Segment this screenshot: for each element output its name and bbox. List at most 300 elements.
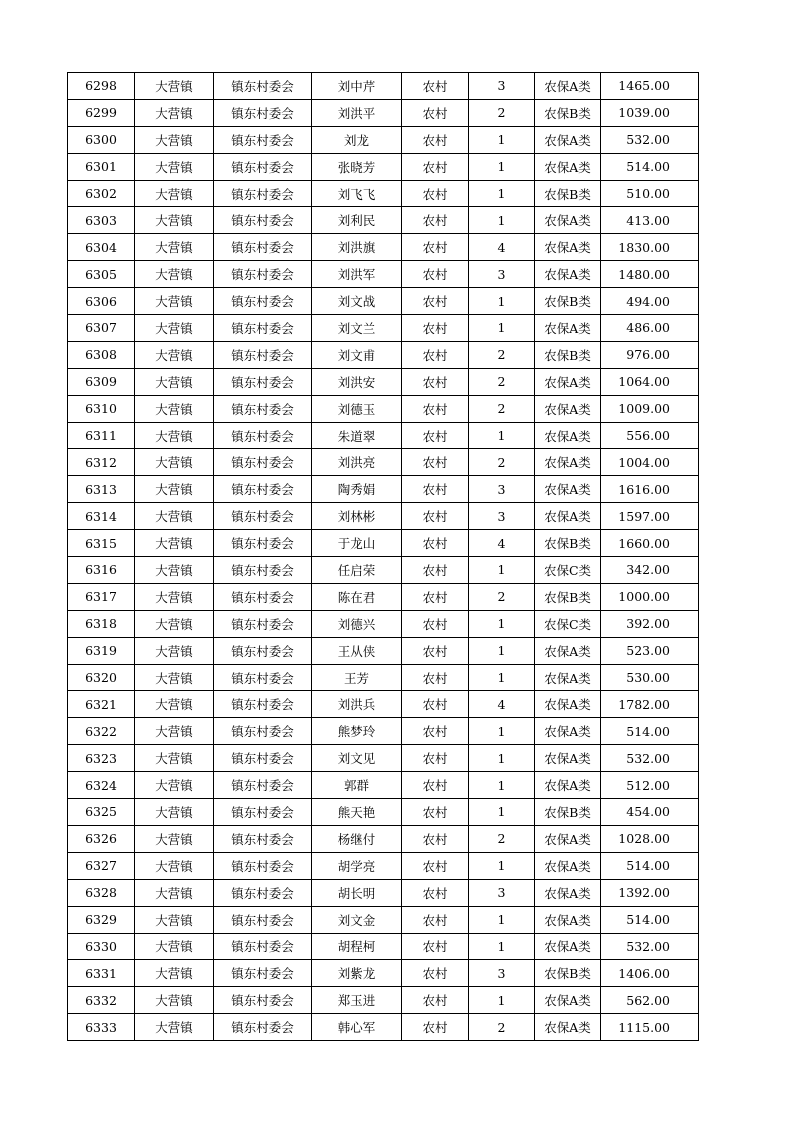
village-committee-cell: 镇东村委会 (214, 933, 312, 960)
table-row (68, 825, 699, 852)
table-row (68, 583, 699, 610)
village-committee-cell: 镇东村委会 (214, 772, 312, 799)
town-cell: 大营镇 (135, 234, 214, 261)
amount-cell: 514.00 (601, 718, 699, 745)
village-committee-cell: 镇东村委会 (214, 583, 312, 610)
household-size-cell: 2 (469, 449, 535, 476)
person-name-cell: 刘洪兵 (312, 691, 402, 718)
village-committee-cell: 镇东村委会 (214, 745, 312, 772)
table-row (68, 879, 699, 906)
person-name-cell: 刘文见 (312, 745, 402, 772)
record-number-cell: 6309 (68, 368, 135, 395)
household-type-cell: 农村 (402, 368, 469, 395)
amount-cell: 1028.00 (601, 825, 699, 852)
household-type-cell: 农村 (402, 395, 469, 422)
record-number-cell: 6311 (68, 422, 135, 449)
household-type-cell: 农村 (402, 691, 469, 718)
table-row (68, 315, 699, 342)
village-committee-cell: 镇东村委会 (214, 341, 312, 368)
household-type-cell: 农村 (402, 422, 469, 449)
record-number-cell: 6310 (68, 395, 135, 422)
insurance-category-cell: 农保A类 (535, 422, 601, 449)
allowance-table (67, 72, 699, 1041)
record-number-cell: 6333 (68, 1014, 135, 1041)
record-number-cell: 6326 (68, 825, 135, 852)
town-cell: 大营镇 (135, 879, 214, 906)
insurance-category-cell: 农保A类 (535, 153, 601, 180)
record-number-cell: 6318 (68, 610, 135, 637)
village-committee-cell: 镇东村委会 (214, 691, 312, 718)
household-size-cell: 2 (469, 583, 535, 610)
record-number-cell: 6329 (68, 906, 135, 933)
insurance-category-cell: 农保B类 (535, 180, 601, 207)
household-type-cell: 农村 (402, 288, 469, 315)
insurance-category-cell: 农保A类 (535, 987, 601, 1014)
insurance-category-cell: 农保A类 (535, 395, 601, 422)
village-committee-cell: 镇东村委会 (214, 395, 312, 422)
household-size-cell: 1 (469, 852, 535, 879)
household-type-cell: 农村 (402, 73, 469, 100)
household-type-cell: 农村 (402, 745, 469, 772)
amount-cell: 1004.00 (601, 449, 699, 476)
town-cell: 大营镇 (135, 691, 214, 718)
record-number-cell: 6304 (68, 234, 135, 261)
town-cell: 大营镇 (135, 906, 214, 933)
table-row (68, 422, 699, 449)
village-committee-cell: 镇东村委会 (214, 126, 312, 153)
town-cell: 大营镇 (135, 610, 214, 637)
town-cell: 大营镇 (135, 960, 214, 987)
household-type-cell: 农村 (402, 772, 469, 799)
household-type-cell: 农村 (402, 852, 469, 879)
household-type-cell: 农村 (402, 1014, 469, 1041)
household-size-cell: 1 (469, 288, 535, 315)
town-cell: 大营镇 (135, 745, 214, 772)
insurance-category-cell: 农保A类 (535, 126, 601, 153)
person-name-cell: 胡程柯 (312, 933, 402, 960)
amount-cell: 486.00 (601, 315, 699, 342)
village-committee-cell: 镇东村委会 (214, 530, 312, 557)
person-name-cell: 刘洪军 (312, 261, 402, 288)
person-name-cell: 刘文金 (312, 906, 402, 933)
village-committee-cell: 镇东村委会 (214, 718, 312, 745)
town-cell: 大营镇 (135, 180, 214, 207)
town-cell: 大营镇 (135, 557, 214, 584)
record-number-cell: 6331 (68, 960, 135, 987)
table-row (68, 73, 699, 100)
town-cell: 大营镇 (135, 73, 214, 100)
person-name-cell: 陈在君 (312, 583, 402, 610)
household-type-cell: 农村 (402, 879, 469, 906)
table-row (68, 153, 699, 180)
household-size-cell: 1 (469, 772, 535, 799)
record-number-cell: 6303 (68, 207, 135, 234)
table-row (68, 987, 699, 1014)
town-cell: 大营镇 (135, 933, 214, 960)
town-cell: 大营镇 (135, 852, 214, 879)
amount-cell: 1039.00 (601, 99, 699, 126)
village-committee-cell: 镇东村委会 (214, 261, 312, 288)
amount-cell: 1406.00 (601, 960, 699, 987)
table-row (68, 960, 699, 987)
person-name-cell: 刘林彬 (312, 503, 402, 530)
insurance-category-cell: 农保C类 (535, 610, 601, 637)
village-committee-cell: 镇东村委会 (214, 422, 312, 449)
insurance-category-cell: 农保B类 (535, 341, 601, 368)
person-name-cell: 王芳 (312, 664, 402, 691)
village-committee-cell: 镇东村委会 (214, 852, 312, 879)
insurance-category-cell: 农保A类 (535, 476, 601, 503)
town-cell: 大营镇 (135, 207, 214, 234)
person-name-cell: 任启荣 (312, 557, 402, 584)
town-cell: 大营镇 (135, 449, 214, 476)
amount-cell: 1597.00 (601, 503, 699, 530)
person-name-cell: 刘利民 (312, 207, 402, 234)
amount-cell: 392.00 (601, 610, 699, 637)
village-committee-cell: 镇东村委会 (214, 610, 312, 637)
household-type-cell: 农村 (402, 180, 469, 207)
household-type-cell: 农村 (402, 799, 469, 826)
person-name-cell: 王从侠 (312, 637, 402, 664)
person-name-cell: 杨继付 (312, 825, 402, 852)
village-committee-cell: 镇东村委会 (214, 234, 312, 261)
insurance-category-cell: 农保A类 (535, 906, 601, 933)
household-size-cell: 1 (469, 933, 535, 960)
person-name-cell: 胡长明 (312, 879, 402, 906)
amount-cell: 1009.00 (601, 395, 699, 422)
record-number-cell: 6313 (68, 476, 135, 503)
household-size-cell: 1 (469, 987, 535, 1014)
village-committee-cell: 镇东村委会 (214, 207, 312, 234)
household-size-cell: 1 (469, 745, 535, 772)
person-name-cell: 刘紫龙 (312, 960, 402, 987)
person-name-cell: 刘中芹 (312, 73, 402, 100)
insurance-category-cell: 农保A类 (535, 664, 601, 691)
household-type-cell: 农村 (402, 315, 469, 342)
household-type-cell: 农村 (402, 530, 469, 557)
insurance-category-cell: 农保A类 (535, 852, 601, 879)
insurance-category-cell: 农保A类 (535, 73, 601, 100)
insurance-category-cell: 农保A类 (535, 503, 601, 530)
village-committee-cell: 镇东村委会 (214, 960, 312, 987)
table-row (68, 852, 699, 879)
amount-cell: 976.00 (601, 341, 699, 368)
village-committee-cell: 镇东村委会 (214, 799, 312, 826)
amount-cell: 1616.00 (601, 476, 699, 503)
household-size-cell: 1 (469, 906, 535, 933)
household-type-cell: 农村 (402, 341, 469, 368)
town-cell: 大营镇 (135, 368, 214, 395)
person-name-cell: 郑玉进 (312, 987, 402, 1014)
town-cell: 大营镇 (135, 422, 214, 449)
amount-cell: 523.00 (601, 637, 699, 664)
household-size-cell: 3 (469, 879, 535, 906)
amount-cell: 556.00 (601, 422, 699, 449)
town-cell: 大营镇 (135, 315, 214, 342)
household-type-cell: 农村 (402, 557, 469, 584)
record-number-cell: 6317 (68, 583, 135, 610)
table-row (68, 126, 699, 153)
table-row (68, 261, 699, 288)
table-row (68, 476, 699, 503)
town-cell: 大营镇 (135, 718, 214, 745)
table-row (68, 933, 699, 960)
household-size-cell: 2 (469, 368, 535, 395)
insurance-category-cell: 农保A类 (535, 261, 601, 288)
record-number-cell: 6314 (68, 503, 135, 530)
insurance-category-cell: 农保B类 (535, 530, 601, 557)
household-size-cell: 3 (469, 73, 535, 100)
household-type-cell: 农村 (402, 906, 469, 933)
village-committee-cell: 镇东村委会 (214, 1014, 312, 1041)
household-type-cell: 农村 (402, 610, 469, 637)
record-number-cell: 6312 (68, 449, 135, 476)
household-type-cell: 农村 (402, 637, 469, 664)
village-committee-cell: 镇东村委会 (214, 503, 312, 530)
record-number-cell: 6301 (68, 153, 135, 180)
town-cell: 大营镇 (135, 530, 214, 557)
town-cell: 大营镇 (135, 153, 214, 180)
household-size-cell: 4 (469, 691, 535, 718)
amount-cell: 494.00 (601, 288, 699, 315)
insurance-category-cell: 农保A类 (535, 691, 601, 718)
village-committee-cell: 镇东村委会 (214, 557, 312, 584)
person-name-cell: 于龙山 (312, 530, 402, 557)
village-committee-cell: 镇东村委会 (214, 99, 312, 126)
person-name-cell: 刘德兴 (312, 610, 402, 637)
insurance-category-cell: 农保A类 (535, 449, 601, 476)
village-committee-cell: 镇东村委会 (214, 180, 312, 207)
record-number-cell: 6306 (68, 288, 135, 315)
town-cell: 大营镇 (135, 288, 214, 315)
amount-cell: 413.00 (601, 207, 699, 234)
household-size-cell: 1 (469, 664, 535, 691)
household-size-cell: 1 (469, 718, 535, 745)
table-row (68, 772, 699, 799)
town-cell: 大营镇 (135, 825, 214, 852)
town-cell: 大营镇 (135, 395, 214, 422)
household-size-cell: 4 (469, 530, 535, 557)
village-committee-cell: 镇东村委会 (214, 825, 312, 852)
table-row (68, 745, 699, 772)
table-row (68, 449, 699, 476)
household-type-cell: 农村 (402, 261, 469, 288)
village-committee-cell: 镇东村委会 (214, 987, 312, 1014)
record-number-cell: 6324 (68, 772, 135, 799)
record-number-cell: 6316 (68, 557, 135, 584)
amount-cell: 1392.00 (601, 879, 699, 906)
amount-cell: 562.00 (601, 987, 699, 1014)
table-row (68, 99, 699, 126)
table-row (68, 341, 699, 368)
amount-cell: 1830.00 (601, 234, 699, 261)
table-row (68, 664, 699, 691)
person-name-cell: 郭群 (312, 772, 402, 799)
person-name-cell: 刘文战 (312, 288, 402, 315)
town-cell: 大营镇 (135, 341, 214, 368)
table-row (68, 288, 699, 315)
household-type-cell: 农村 (402, 583, 469, 610)
table-row (68, 557, 699, 584)
amount-cell: 532.00 (601, 933, 699, 960)
amount-cell: 1115.00 (601, 1014, 699, 1041)
village-committee-cell: 镇东村委会 (214, 153, 312, 180)
town-cell: 大营镇 (135, 99, 214, 126)
household-type-cell: 农村 (402, 664, 469, 691)
village-committee-cell: 镇东村委会 (214, 315, 312, 342)
amount-cell: 514.00 (601, 153, 699, 180)
person-name-cell: 朱道翠 (312, 422, 402, 449)
village-committee-cell: 镇东村委会 (214, 368, 312, 395)
amount-cell: 514.00 (601, 906, 699, 933)
insurance-category-cell: 农保B类 (535, 99, 601, 126)
record-number-cell: 6330 (68, 933, 135, 960)
town-cell: 大营镇 (135, 126, 214, 153)
village-committee-cell: 镇东村委会 (214, 288, 312, 315)
amount-cell: 1660.00 (601, 530, 699, 557)
record-number-cell: 6298 (68, 73, 135, 100)
table-row (68, 799, 699, 826)
household-type-cell: 农村 (402, 234, 469, 261)
village-committee-cell: 镇东村委会 (214, 879, 312, 906)
household-type-cell: 农村 (402, 960, 469, 987)
person-name-cell: 刘飞飞 (312, 180, 402, 207)
insurance-category-cell: 农保A类 (535, 368, 601, 395)
record-number-cell: 6308 (68, 341, 135, 368)
person-name-cell: 刘德玉 (312, 395, 402, 422)
record-number-cell: 6322 (68, 718, 135, 745)
table-row (68, 180, 699, 207)
amount-cell: 530.00 (601, 664, 699, 691)
amount-cell: 1465.00 (601, 73, 699, 100)
person-name-cell: 刘洪平 (312, 99, 402, 126)
town-cell: 大营镇 (135, 476, 214, 503)
household-type-cell: 农村 (402, 476, 469, 503)
table-row (68, 906, 699, 933)
town-cell: 大营镇 (135, 503, 214, 530)
town-cell: 大营镇 (135, 799, 214, 826)
household-size-cell: 1 (469, 126, 535, 153)
insurance-category-cell: 农保A类 (535, 933, 601, 960)
insurance-category-cell: 农保B类 (535, 583, 601, 610)
amount-cell: 510.00 (601, 180, 699, 207)
town-cell: 大营镇 (135, 261, 214, 288)
household-size-cell: 1 (469, 422, 535, 449)
person-name-cell: 刘文兰 (312, 315, 402, 342)
record-number-cell: 6323 (68, 745, 135, 772)
household-type-cell: 农村 (402, 207, 469, 234)
person-name-cell: 刘洪旗 (312, 234, 402, 261)
table-row (68, 530, 699, 557)
person-name-cell: 刘洪安 (312, 368, 402, 395)
household-size-cell: 3 (469, 960, 535, 987)
person-name-cell: 熊天艳 (312, 799, 402, 826)
household-type-cell: 农村 (402, 933, 469, 960)
table-row (68, 718, 699, 745)
table-row (68, 637, 699, 664)
household-size-cell: 3 (469, 261, 535, 288)
household-size-cell: 3 (469, 476, 535, 503)
household-size-cell: 1 (469, 207, 535, 234)
record-number-cell: 6305 (68, 261, 135, 288)
insurance-category-cell: 农保A类 (535, 315, 601, 342)
record-number-cell: 6327 (68, 852, 135, 879)
amount-cell: 454.00 (601, 799, 699, 826)
village-committee-cell: 镇东村委会 (214, 73, 312, 100)
person-name-cell: 韩心军 (312, 1014, 402, 1041)
record-number-cell: 6328 (68, 879, 135, 906)
town-cell: 大营镇 (135, 987, 214, 1014)
record-number-cell: 6332 (68, 987, 135, 1014)
amount-cell: 1000.00 (601, 583, 699, 610)
household-size-cell: 1 (469, 610, 535, 637)
amount-cell: 532.00 (601, 745, 699, 772)
village-committee-cell: 镇东村委会 (214, 906, 312, 933)
table-row (68, 610, 699, 637)
amount-cell: 342.00 (601, 557, 699, 584)
town-cell: 大营镇 (135, 772, 214, 799)
town-cell: 大营镇 (135, 664, 214, 691)
table-row (68, 503, 699, 530)
insurance-category-cell: 农保B类 (535, 960, 601, 987)
person-name-cell: 刘龙 (312, 126, 402, 153)
amount-cell: 532.00 (601, 126, 699, 153)
record-number-cell: 6299 (68, 99, 135, 126)
household-type-cell: 农村 (402, 99, 469, 126)
person-name-cell: 刘洪亮 (312, 449, 402, 476)
amount-cell: 514.00 (601, 852, 699, 879)
insurance-category-cell: 农保B类 (535, 799, 601, 826)
household-size-cell: 1 (469, 153, 535, 180)
household-type-cell: 农村 (402, 126, 469, 153)
household-size-cell: 1 (469, 315, 535, 342)
record-number-cell: 6321 (68, 691, 135, 718)
insurance-category-cell: 农保C类 (535, 557, 601, 584)
record-number-cell: 6325 (68, 799, 135, 826)
household-size-cell: 2 (469, 1014, 535, 1041)
household-size-cell: 1 (469, 799, 535, 826)
table-body (68, 73, 699, 1041)
person-name-cell: 刘文甫 (312, 341, 402, 368)
insurance-category-cell: 农保A类 (535, 772, 601, 799)
amount-cell: 1480.00 (601, 261, 699, 288)
village-committee-cell: 镇东村委会 (214, 637, 312, 664)
household-size-cell: 1 (469, 557, 535, 584)
household-type-cell: 农村 (402, 987, 469, 1014)
town-cell: 大营镇 (135, 637, 214, 664)
record-number-cell: 6307 (68, 315, 135, 342)
household-type-cell: 农村 (402, 449, 469, 476)
household-size-cell: 2 (469, 341, 535, 368)
household-type-cell: 农村 (402, 153, 469, 180)
insurance-category-cell: 农保A类 (535, 718, 601, 745)
insurance-category-cell: 农保B类 (535, 288, 601, 315)
village-committee-cell: 镇东村委会 (214, 449, 312, 476)
table-row (68, 1014, 699, 1041)
household-size-cell: 2 (469, 395, 535, 422)
household-type-cell: 农村 (402, 503, 469, 530)
insurance-category-cell: 农保A类 (535, 1014, 601, 1041)
insurance-category-cell: 农保A类 (535, 745, 601, 772)
household-size-cell: 1 (469, 637, 535, 664)
table-row (68, 691, 699, 718)
household-size-cell: 2 (469, 99, 535, 126)
town-cell: 大营镇 (135, 583, 214, 610)
person-name-cell: 熊梦玲 (312, 718, 402, 745)
town-cell: 大营镇 (135, 1014, 214, 1041)
household-size-cell: 1 (469, 180, 535, 207)
village-committee-cell: 镇东村委会 (214, 476, 312, 503)
